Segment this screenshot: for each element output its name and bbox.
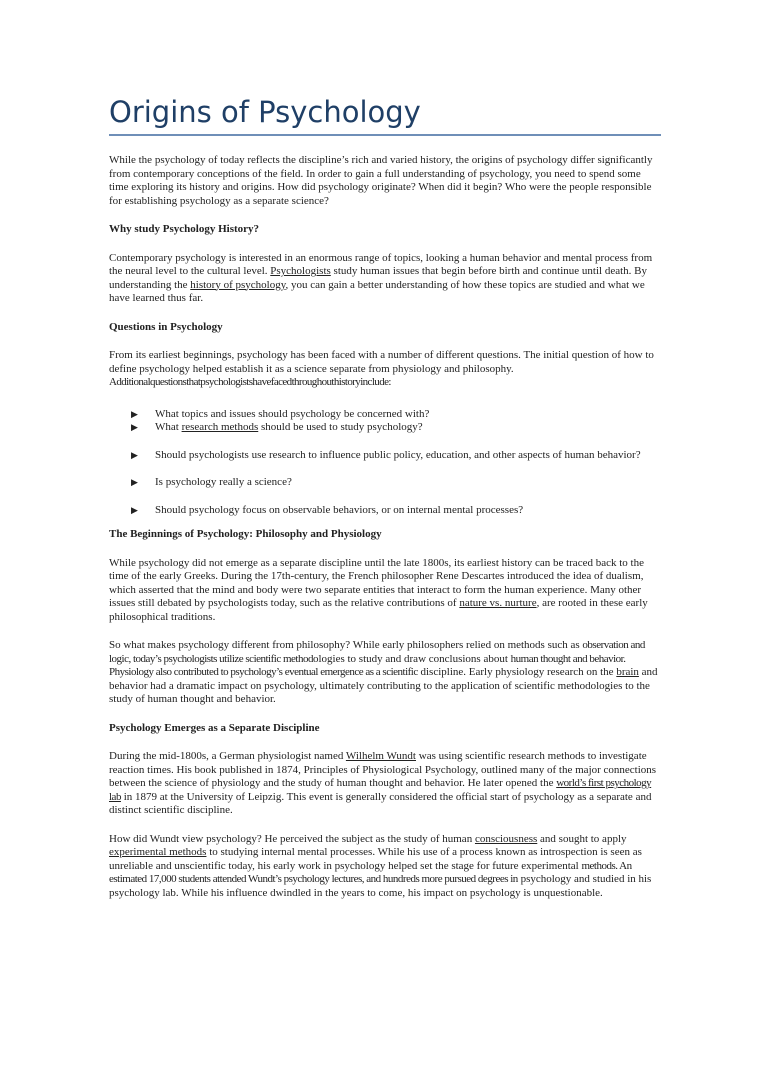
text-run: , are rooted in these early philosophical traditions. xyxy=(109,597,648,623)
text-run-condensed: human thought and behavior. Physiology also contributed to psychology’s eventual emergence as a scientific xyxy=(109,652,626,678)
page-title: Origins of Psychology xyxy=(109,94,661,136)
link-first-psychology-lab[interactable]: world’s first psychology lab xyxy=(109,777,652,803)
text-run: So what makes psychology different from philosophy? While early philosophers relied on methods such as xyxy=(109,639,583,651)
text-run: During the mid-1800s, a German physiologist named xyxy=(109,750,346,762)
text-run: was using scientific research methods to investigate reaction times. His book published in 1874, Principles of Physiological Psychology, outlined many of the major connections between the science of physiology and the study of human thought and behavior. He later opened the xyxy=(109,750,657,789)
document-body xyxy=(109,154,659,915)
link-nature-vs-nurture[interactable]: nature vs. nurture xyxy=(459,597,537,609)
arrow-bullet-icon: ▶ xyxy=(131,408,138,419)
text-run: in 1879 at the University of Leipzig. This event is generally considered the official start of psychology as a separate and distinct scientific discipline. xyxy=(109,790,652,816)
text-run: to studying internal mental processes. While his use of a process known as introspection is seen as unreliable and unscientific today, his early work in psychology helped set the stage for future experimental xyxy=(109,846,642,872)
arrow-bullet-icon: ▶ xyxy=(131,449,138,460)
text-run: Contemporary psychology is interested in an enormous range of topics, looking a human behavior and mental process from the neural level to the cultural level. xyxy=(109,251,653,277)
paragraph-why-study xyxy=(109,252,659,306)
text-run: discipline. Early physiology research on the xyxy=(417,666,617,678)
heading-why-study: Why study Psychology History? xyxy=(109,223,260,235)
paragraph-discipline-2 xyxy=(109,833,659,901)
paragraph-beginnings-2 xyxy=(109,639,659,707)
text-run: and sought to apply xyxy=(537,832,627,845)
text-run: From its earliest beginnings, psychology has been faced with a number of different questions. The initial question of how to define psychology helped establish it as a science separate from physiology and philosophy. xyxy=(109,349,654,375)
text-run: While psychology did not emerge as a separate discipline until the late 1800s, its earliest history can be traced back to the time of the early Greeks. During the 17th-century, the French philosopher Rene Descartes introduced the idea of dualism, which asserted that the mind and body were two separate entities that interact to form the human experience. Many other issues still debated by psychologists today, such as the relative contributions of xyxy=(109,556,644,609)
text-run: How did Wundt view psychology? He perceived the subject as the study of human xyxy=(109,832,475,845)
intro-paragraph: While the psychology of today reflects the discipline’s rich and varied history, the origins of psychology differ significantly from contemporary conceptions of the field. In order to gain a full understanding of psychology, you need to spend some time exploring its history and origins. How did psychology originate? When did it begin? Who were the people responsible for establishing psychology as a separate science? xyxy=(109,154,653,207)
link-psychologists[interactable]: Psychologists xyxy=(270,265,331,277)
text-run: psychology and studied in his psychology lab. While his influence dwindled in the years to come, his impact on psychology is unquestionable. xyxy=(109,873,652,899)
text-run: study human issues that begin before birth and continue until death. By understanding the xyxy=(109,265,647,291)
text-run: , you can gain a better understanding of how these topics are studied and what we have learned thus far. xyxy=(109,278,645,304)
heading-questions: Questions in Psychology xyxy=(109,320,223,333)
list-item xyxy=(109,504,659,518)
link-consciousness[interactable]: consciousness xyxy=(474,832,538,845)
heading-beginnings: The Beginnings of Psychology: Philosophy and Physiology xyxy=(109,528,382,540)
link-brain[interactable]: brain xyxy=(616,666,639,678)
arrow-bullet-icon: ▶ xyxy=(131,422,138,432)
text-run-condensed: methods. An estimated 17,000 students attended Wundt’s psychology lectures, and hundreds more pursued degrees in xyxy=(109,859,632,885)
text-run-condensed: observation and logic, today’s psychologists utilize scientific method xyxy=(109,639,645,665)
list-item-text: Is psychology really a science? xyxy=(155,476,292,488)
questions-list xyxy=(109,408,659,518)
list-item xyxy=(109,476,659,490)
paragraph-beginnings-1 xyxy=(109,557,659,625)
paragraph-questions xyxy=(109,349,659,390)
text-run: ologies to study and draw conclusions about xyxy=(312,652,511,665)
list-item xyxy=(109,408,659,422)
link-history-of-psychology[interactable]: history of psychology xyxy=(190,278,286,291)
text-run: and behavior had a dramatic impact on psychology, ultimately contributing to the application of scientific methodologies to the study of human thought and behavior. xyxy=(109,666,658,705)
arrow-bullet-icon: ▶ xyxy=(131,477,138,487)
list-item-text: What topics and issues should psychology be concerned with? xyxy=(155,407,430,420)
heading-separate-discipline: Psychology Emerges as a Separate Discipline xyxy=(109,721,320,734)
link-wilhelm-wundt[interactable]: Wilhelm Wundt xyxy=(345,750,416,762)
list-item-text: Should psychologists use research to influence public policy, education, and other aspects of human behavior? xyxy=(155,448,641,461)
arrow-bullet-icon: ▶ xyxy=(131,504,138,515)
list-item-text: What xyxy=(155,421,182,433)
list-item-text: should be used to study psychology? xyxy=(258,421,423,433)
text-run-condensed: Additionalquestionsthatpsychologistshavefacedthroughouthistoryinclude: xyxy=(109,376,391,388)
list-item xyxy=(109,449,659,463)
paragraph-discipline-1 xyxy=(109,750,659,818)
list-item-text: Should psychology focus on observable behaviors, or on internal mental processes? xyxy=(155,503,524,516)
list-item xyxy=(109,421,659,435)
link-experimental-methods[interactable]: experimental methods xyxy=(109,846,207,858)
link-research-methods[interactable]: research methods xyxy=(181,421,259,433)
